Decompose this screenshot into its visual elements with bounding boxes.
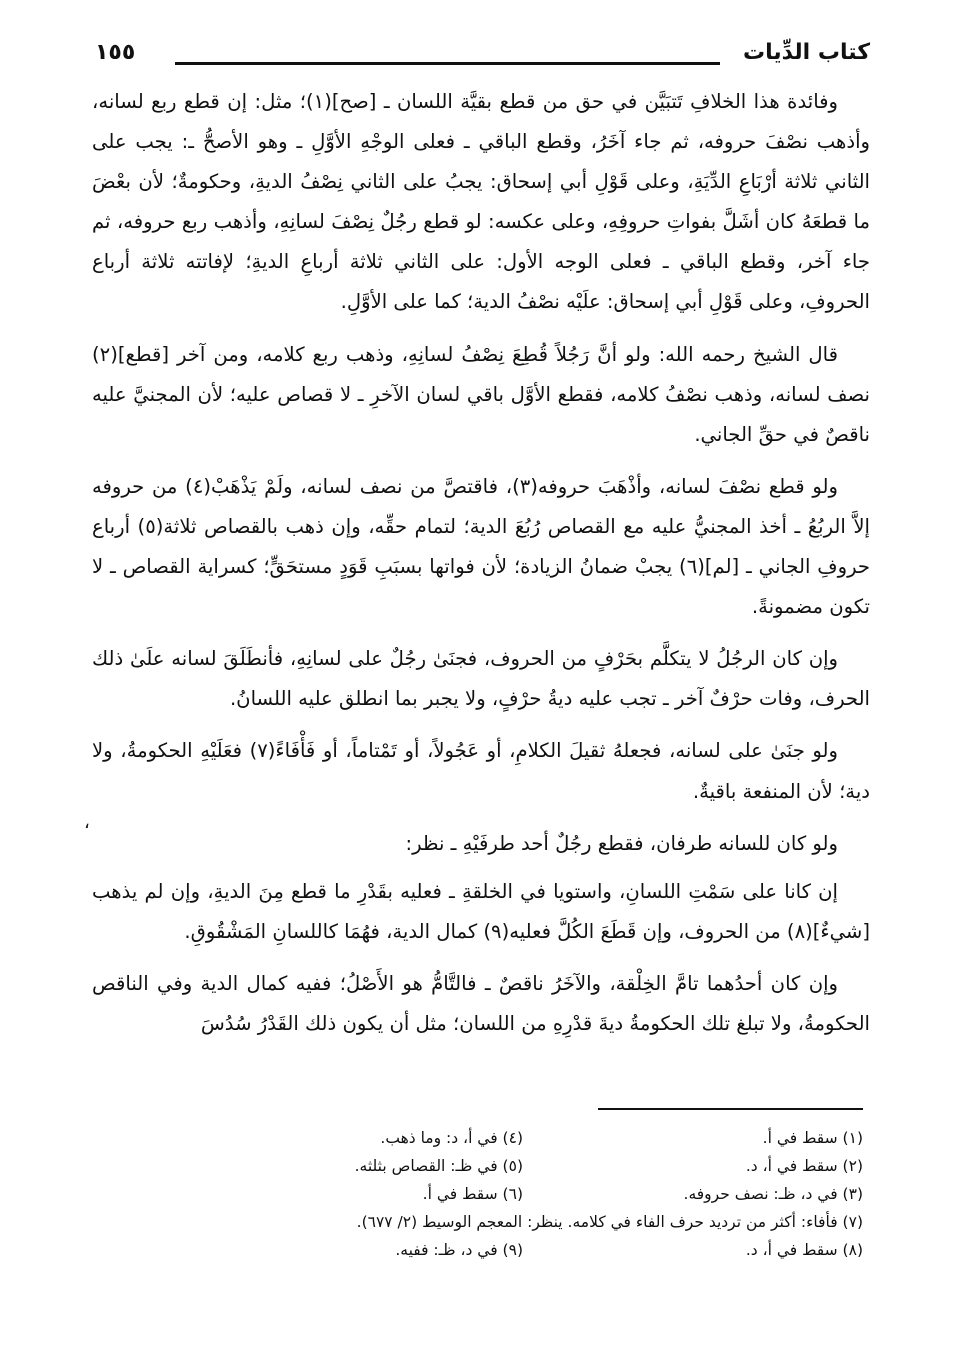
footnote-9: (٩) في د، ظـ: ففيه. bbox=[395, 1241, 523, 1259]
margin-mark: ، bbox=[84, 812, 90, 833]
footnote-1: (١) سقط في أ. bbox=[762, 1129, 863, 1147]
main-text bbox=[92, 82, 870, 1056]
header-rule bbox=[175, 62, 720, 65]
page-number: ١٥٥ bbox=[95, 40, 136, 65]
footnote-3: (٣) في د، ظـ: نصف حروفه. bbox=[683, 1185, 863, 1203]
paragraph-1: وفائدة هذا الخلافِ تَتبَيَّن في حق من قطع بقيَّة اللسان ـ [صح](١)؛ مثل: إن قطع ربع لسانه، وأذهب نصْفَ حروفه، ثم جاء آخَرُ، وقطع الباقي ـ فعلى الوجْهِ الأوَّلِ ـ وهو الأصحُّ ـ: يجب على الثاني ثلاثة أرْبَاعِ الدِّيَةِ، وعلى قَوْلِ أبي إسحاق: يجبُ على الثاني نِصْفُ الديةِ، وحكومةٌ؛ لأن بعْضَ ما قطعَهُ كان أشَلَّ بفواتِ حروفِهِ، وعلى عكسه: لو قطع رجُلٌ نِصْفَ لسانِهِ، وأذهب ربع حروفه، ثم جاء آخر، وقطع الباقي ـ فعلى الوجه الأول: على الثاني ثلاثة أرباعِ الديةِ؛ لإفاتته ثلاثة أرباع الحروفِ، وعلى قَوْلِ أبي إسحاق: علَيْه نصْفُ الدية؛ كما على الأوَّلِ. bbox=[92, 90, 870, 314]
running-header bbox=[95, 38, 870, 78]
footnote-row bbox=[123, 1236, 863, 1264]
footnote-2: (٢) سقط في أ، د. bbox=[745, 1157, 863, 1175]
footnote-7: (٧) فأفاء: أكثر من ترديد حرف الفاء في كلامه. ينظر: المعجم الوسيط (٢/ ٦٧٧). bbox=[356, 1213, 863, 1231]
footnote-4: (٤) في أ، د: وما ذهب. bbox=[380, 1129, 523, 1147]
paragraph-7: إن كانا على سَمْتِ اللسانِ، واستويا في الخلقةِ ـ فعليه بقَدْرِ ما قطع مِنَ الديةِ، وإن لم يذهب [شيءٌ](٨) من الحروف، وإن قَطَعَ الكُلَّ فعليه(٩) كمال الدية، فهُمَا كاللسانِ المَشْقُوقِ. bbox=[92, 879, 870, 943]
paragraph-8: وإن كان أحدُهما تامَّ الخِلْقة، والآخَرُ ناقصٌ ـ فالتَّامُّ هو الأَصْلُ؛ ففيه كمال الدية وفي الناقص الحكومةُ، ولا تبلغ تلك الحكومةُ ديةَ قدْرِهِ من اللسان؛ مثل أن يكون ذلك القَدْرُ سُدُسَ bbox=[92, 971, 870, 1035]
paragraph-3: ولو قطع نصْفَ لسانه، وأذْهَبَ حروفه(٣)، فاقتصَّ من نصف لسانه، ولَمْ يَذْهَبْ(٤) من حروفه إلاَّ الربُعُ ـ أخذ المجنيُّ عليه مع القصاص رُبُعَ الدية؛ لتمام حقِّه، وإن ذهب بالقصاص ثلاثة(٥) أرباع حروفِ الجاني ـ [لم](٦) يجبْ ضمانُ الزيادة؛ لأن فواتها بسبَبِ قَوَدٍ مستحَقٍّ؛ كسراية القصاص ـ لا تكون مضمونةً. bbox=[92, 474, 870, 619]
footnote-row bbox=[123, 1208, 863, 1236]
paragraph-6: ولو كان للسانه طرفان، فقطع رجُلٌ أحد طرفَيْهِ ـ نظر: bbox=[405, 831, 838, 855]
paragraph-2: قال الشيخ رحمه الله: ولو أنَّ رَجُلاً قُطِعَ نِصْفُ لسانِهِ، وذهب ربع كلامه، ومن آخر [قطع](٢) نصف لسانه، وذهب نصْفُ كلامه، فقطع الأوَّل باقي لسان الآخرِ ـ لا قصاص عليه؛ لأن المجنيَّ عليه ناقصٌ في حقِّ الجاني. bbox=[92, 342, 870, 446]
footnote-8: (٨) سقط في أ، د. bbox=[745, 1241, 863, 1259]
paragraph-5: ولو جنَىٰ على لسانه، فجعلهُ ثقيلَ الكلامِ، أو عَجُولاً، أو تَمْتاماً، أو فَأْفَاءً(٧) فعَلَيْهِ الحكومةُ، ولا دية؛ لأن المنفعة باقيةٌ. bbox=[92, 739, 870, 803]
footnote-6: (٦) سقط في أ. bbox=[422, 1185, 523, 1203]
footnotes bbox=[123, 1124, 863, 1264]
paragraph-4: وإن كان الرجُلُ لا يتكلَّم بحَرْفٍ من الحروف، فجنَىٰ رجُلٌ على لسانِهِ، فأنطَلَقَ لسانه علَىٰ ذلك الحرف، وفات حرْفٌ آخر ـ تجب عليه ديةُ حرْفٍ، ولا يجبر بما انطلق عليه اللسانُ. bbox=[92, 647, 870, 711]
footnote-row bbox=[123, 1124, 863, 1152]
footnote-rule bbox=[598, 1108, 863, 1110]
chapter-title: كتاب الدِّيات bbox=[743, 40, 870, 65]
footnote-row bbox=[123, 1180, 863, 1208]
footnote-5: (٥) في ظـ: القصاص بثلثه. bbox=[354, 1157, 523, 1175]
footnote-row bbox=[123, 1152, 863, 1180]
